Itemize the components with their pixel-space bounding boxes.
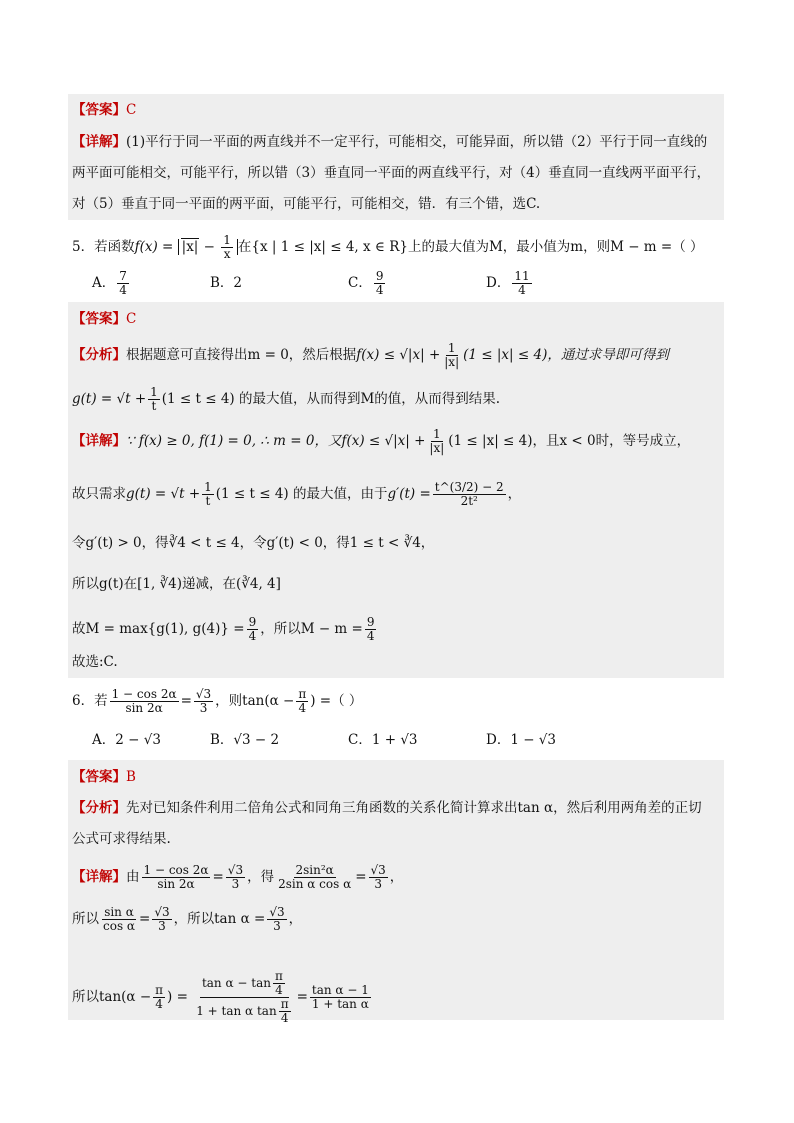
fraction xyxy=(152,906,171,933)
option-text: √3 − 2 xyxy=(233,732,280,748)
numerator: π xyxy=(155,983,164,997)
fraction xyxy=(117,270,129,297)
q6-analysis-line1 xyxy=(72,798,702,818)
fraction xyxy=(142,864,211,891)
numerator: 1 − cos 2α xyxy=(111,687,177,701)
answer-label: 【答案】 xyxy=(72,102,126,118)
answer-value: C xyxy=(126,311,137,327)
q5-detail-line6 xyxy=(72,652,118,672)
denominator: 3 xyxy=(273,919,281,933)
fraction xyxy=(442,342,461,369)
denominator: sin 2α xyxy=(157,877,195,891)
fraction xyxy=(374,270,386,297)
question-number: 5．若函数 xyxy=(72,239,135,255)
fraction xyxy=(148,386,160,413)
q5-answer xyxy=(72,309,136,329)
option-text: 2 − √3 xyxy=(115,732,161,748)
fraction xyxy=(267,906,286,933)
text: 上的最大值为M，最小值为m，则M − m =（ ） xyxy=(407,239,704,255)
math: tan α − tan xyxy=(201,976,271,990)
math: = xyxy=(139,911,151,927)
q5-stem xyxy=(72,234,704,261)
fraction xyxy=(110,688,179,715)
option-label: A． xyxy=(92,275,116,291)
q5-analysis-line1 xyxy=(72,342,669,369)
q5-analysis-line2 xyxy=(72,386,500,413)
denominator: 4 xyxy=(280,1011,289,1025)
text: 两平面可能相交，可能平行，所以错（3）垂直同一平面的两直线平行，对（4）垂直同一直线两平面平行， xyxy=(72,165,711,181)
numerator: 9 xyxy=(366,615,375,629)
math: ∵ f(x) ≥ 0, f(1) = 0, ∴ m = 0，又 xyxy=(126,433,342,449)
fraction xyxy=(194,970,294,1025)
denominator: 3 xyxy=(374,877,382,891)
text: 根据题意可直接得出m = 0，然后根据 xyxy=(126,347,357,363)
option-label: D． xyxy=(486,275,511,291)
option-text: 1 − √3 xyxy=(510,732,557,748)
denominator: t xyxy=(205,494,211,508)
q4-detail-line1 xyxy=(72,132,707,152)
numerator: 1 xyxy=(447,341,456,355)
q5-detail-line1 xyxy=(72,428,690,455)
q5-detail-line4 xyxy=(72,574,281,594)
math: 在{x | 1 ≤ |x| ≤ 4, x ∈ R} xyxy=(237,239,408,255)
fraction xyxy=(273,970,285,997)
text: 故选:C. xyxy=(72,654,118,670)
text: 故M = max{g(1), g(4)} = xyxy=(72,621,245,637)
math: = xyxy=(180,693,192,709)
q5-detail-line3 xyxy=(72,533,434,553)
analysis-label: 【分析】 xyxy=(72,347,126,363)
q5-detail-line2: 故只需求g(t) = √t + $\frac{1}{t}$ (1 ≤ t ≤ 4) 的最大值，由于g′(t) = $\frac{t\^{}(3/2) - 2}{\text{2t²}}$ ， xyxy=(72,480,522,508)
math: g(t) = √t + xyxy=(72,391,147,407)
numerator: 7 xyxy=(119,269,127,283)
math: x xyxy=(448,355,456,369)
text: 由 xyxy=(126,869,140,885)
fraction xyxy=(101,906,137,933)
option-label: B． xyxy=(210,275,234,291)
text: 所以tan(α − xyxy=(72,989,152,1005)
q6-analysis-line2 xyxy=(72,829,171,849)
text: ， xyxy=(389,869,404,885)
denominator: 4 xyxy=(275,983,283,997)
numerator: √3 xyxy=(269,905,285,919)
numerator: √3 xyxy=(195,687,212,701)
text: (1)平行于同一平面的两直线并不一定平行，可能相交，可能异面，所以错（2）平行于同一直线的 xyxy=(126,134,708,150)
text: ) =（ ） xyxy=(310,693,363,709)
text: ，则tan(α − xyxy=(215,693,295,709)
numerator: 1 − cos 2α xyxy=(143,863,209,877)
numerator: 1 xyxy=(433,427,441,441)
text: ，所以M − m = xyxy=(260,621,363,637)
text: (1 ≤ |x| ≤ 4)，且x < 0时，等号成立， xyxy=(448,433,691,449)
denominator: 4 xyxy=(366,629,375,643)
denominator: 4 xyxy=(518,283,526,297)
denominator: 3 xyxy=(158,919,166,933)
q5-option-b xyxy=(210,273,242,293)
q6-option-d xyxy=(486,730,556,750)
q5-detail-line5 xyxy=(72,616,378,643)
numerator: 1 xyxy=(204,480,212,494)
option-label: C． xyxy=(348,275,372,291)
math: = xyxy=(355,869,367,885)
q6-detail-line1 xyxy=(72,864,403,891)
fraction xyxy=(194,688,213,715)
denominator: 1 + tan α xyxy=(311,997,369,1011)
numerator: √3 xyxy=(227,863,244,877)
numerator xyxy=(200,970,289,998)
option-label: C． xyxy=(348,732,372,748)
text: 先对已知条件利用二倍角公式和同角三角函数的关系化简计算求出tan α，然后利用两角差的正切 xyxy=(126,800,702,816)
math: f(x) ≤ √|x| + xyxy=(356,347,441,363)
fraction xyxy=(247,616,259,643)
math: f(x) = xyxy=(134,239,174,255)
answer-value: B xyxy=(126,769,136,785)
denominator: 4 xyxy=(375,283,384,297)
text: ，得 xyxy=(247,869,275,885)
math: = xyxy=(212,869,224,885)
text: 故只需求 xyxy=(72,486,126,502)
numerator: π xyxy=(280,997,289,1011)
q6-stem xyxy=(72,688,362,715)
fraction xyxy=(512,270,531,297)
numerator: 9 xyxy=(375,269,384,283)
denominator: sin 2α xyxy=(125,701,163,715)
denominator: t xyxy=(151,399,157,413)
numerator: 1 xyxy=(150,385,158,399)
detail-label: 【详解】 xyxy=(72,869,126,885)
denominator: 4 xyxy=(248,629,257,643)
text: 所以g(t)在[1, ∛4)递减，在(∛4, 4] xyxy=(72,576,281,592)
fraction xyxy=(276,864,353,891)
denominator: 2sin α cos α xyxy=(278,877,352,891)
fraction xyxy=(369,864,388,891)
denominator: 4 xyxy=(155,997,163,1011)
text: ) = xyxy=(167,989,188,1005)
text: 令g′(t) > 0，得∛4 < t ≤ 4，令g′(t) < 0，得1 ≤ t < ∛4， xyxy=(72,535,435,551)
denominator: x xyxy=(223,247,231,261)
option-text: 2 xyxy=(233,275,243,291)
denominator: 4 xyxy=(298,701,307,715)
question-number: 6．若 xyxy=(72,693,108,709)
fraction xyxy=(427,428,446,455)
numerator: √3 xyxy=(154,905,170,919)
numerator: 9 xyxy=(248,615,257,629)
q6-answer xyxy=(72,767,136,787)
math: g′(t) = xyxy=(387,486,431,502)
math: |x| xyxy=(181,239,199,255)
numerator: 11 xyxy=(514,269,530,283)
text: ， xyxy=(288,911,303,927)
text: 对（5）垂直于同一平面的两平面，可能平行，可能相交，错．有三个错，选C. xyxy=(72,196,541,212)
option-text: 1 + √3 xyxy=(371,732,418,748)
denominator: cos α xyxy=(103,919,136,933)
detail-label: 【详解】 xyxy=(72,433,126,449)
text: 所以 xyxy=(72,911,99,927)
fraction xyxy=(296,688,308,715)
denominator: |x| xyxy=(429,441,445,455)
q6-detail-line3 xyxy=(72,970,373,1025)
numerator: π xyxy=(274,969,283,983)
numerator: π xyxy=(298,687,307,701)
denominator: 4 xyxy=(119,283,127,297)
text: ，所以tan α = xyxy=(173,911,266,927)
math: g(t) = √t + xyxy=(126,486,201,502)
fraction xyxy=(202,481,214,508)
answer-label: 【答案】 xyxy=(72,769,126,785)
text: (1 ≤ t ≤ 4) 的最大值，从而得到M的值，从而得到结果. xyxy=(161,391,501,407)
denominator: 3 xyxy=(199,701,208,715)
numerator: √3 xyxy=(370,863,386,877)
answer-label: 【答案】 xyxy=(72,311,126,327)
fraction xyxy=(221,234,233,261)
math: 1 + tan α tan xyxy=(196,1004,277,1018)
numerator: 2sin²α xyxy=(295,863,334,877)
fraction xyxy=(153,984,165,1011)
q6-option-a xyxy=(92,730,161,750)
denominator xyxy=(194,998,294,1025)
denominator: |x| xyxy=(444,355,460,369)
numerator: 1 xyxy=(223,233,231,247)
fraction xyxy=(433,481,506,508)
numerator: t^(3/2) − 2 xyxy=(434,480,504,494)
q6-option-b xyxy=(210,730,279,750)
math: = xyxy=(296,989,308,1005)
q6-detail-line2 xyxy=(72,906,302,933)
text: 公式可求得结果. xyxy=(72,831,171,847)
fraction xyxy=(279,998,291,1025)
fraction xyxy=(226,864,245,891)
answer-value: C xyxy=(126,102,137,118)
option-label: D． xyxy=(486,732,511,748)
q5-option-c xyxy=(348,270,387,297)
denominator: 2t² xyxy=(460,494,478,508)
fraction xyxy=(310,984,371,1011)
q5-option-a xyxy=(92,270,131,297)
math: x xyxy=(433,441,441,455)
numerator: sin α xyxy=(104,905,134,919)
detail-label: 【详解】 xyxy=(72,134,126,150)
q6-option-c xyxy=(348,730,418,750)
math: − xyxy=(203,239,215,255)
q4-detail-line2 xyxy=(72,163,710,183)
option-label: B． xyxy=(210,732,234,748)
denominator: 3 xyxy=(231,877,240,891)
option-label: A． xyxy=(92,732,116,748)
fraction xyxy=(365,616,377,643)
analysis-label: 【分析】 xyxy=(72,800,126,816)
math: (1 ≤ |x| ≤ 4)，通过求导即可得到 xyxy=(463,347,669,363)
q5-option-d xyxy=(486,270,534,297)
math: f(x) ≤ √|x| + xyxy=(341,433,426,449)
text: (1 ≤ t ≤ 4) 的最大值，由于 xyxy=(215,486,388,502)
abs-expression xyxy=(178,233,238,261)
numerator: tan α − 1 xyxy=(311,983,369,997)
q4-detail-line3 xyxy=(72,194,540,214)
q4-answer xyxy=(72,100,136,120)
